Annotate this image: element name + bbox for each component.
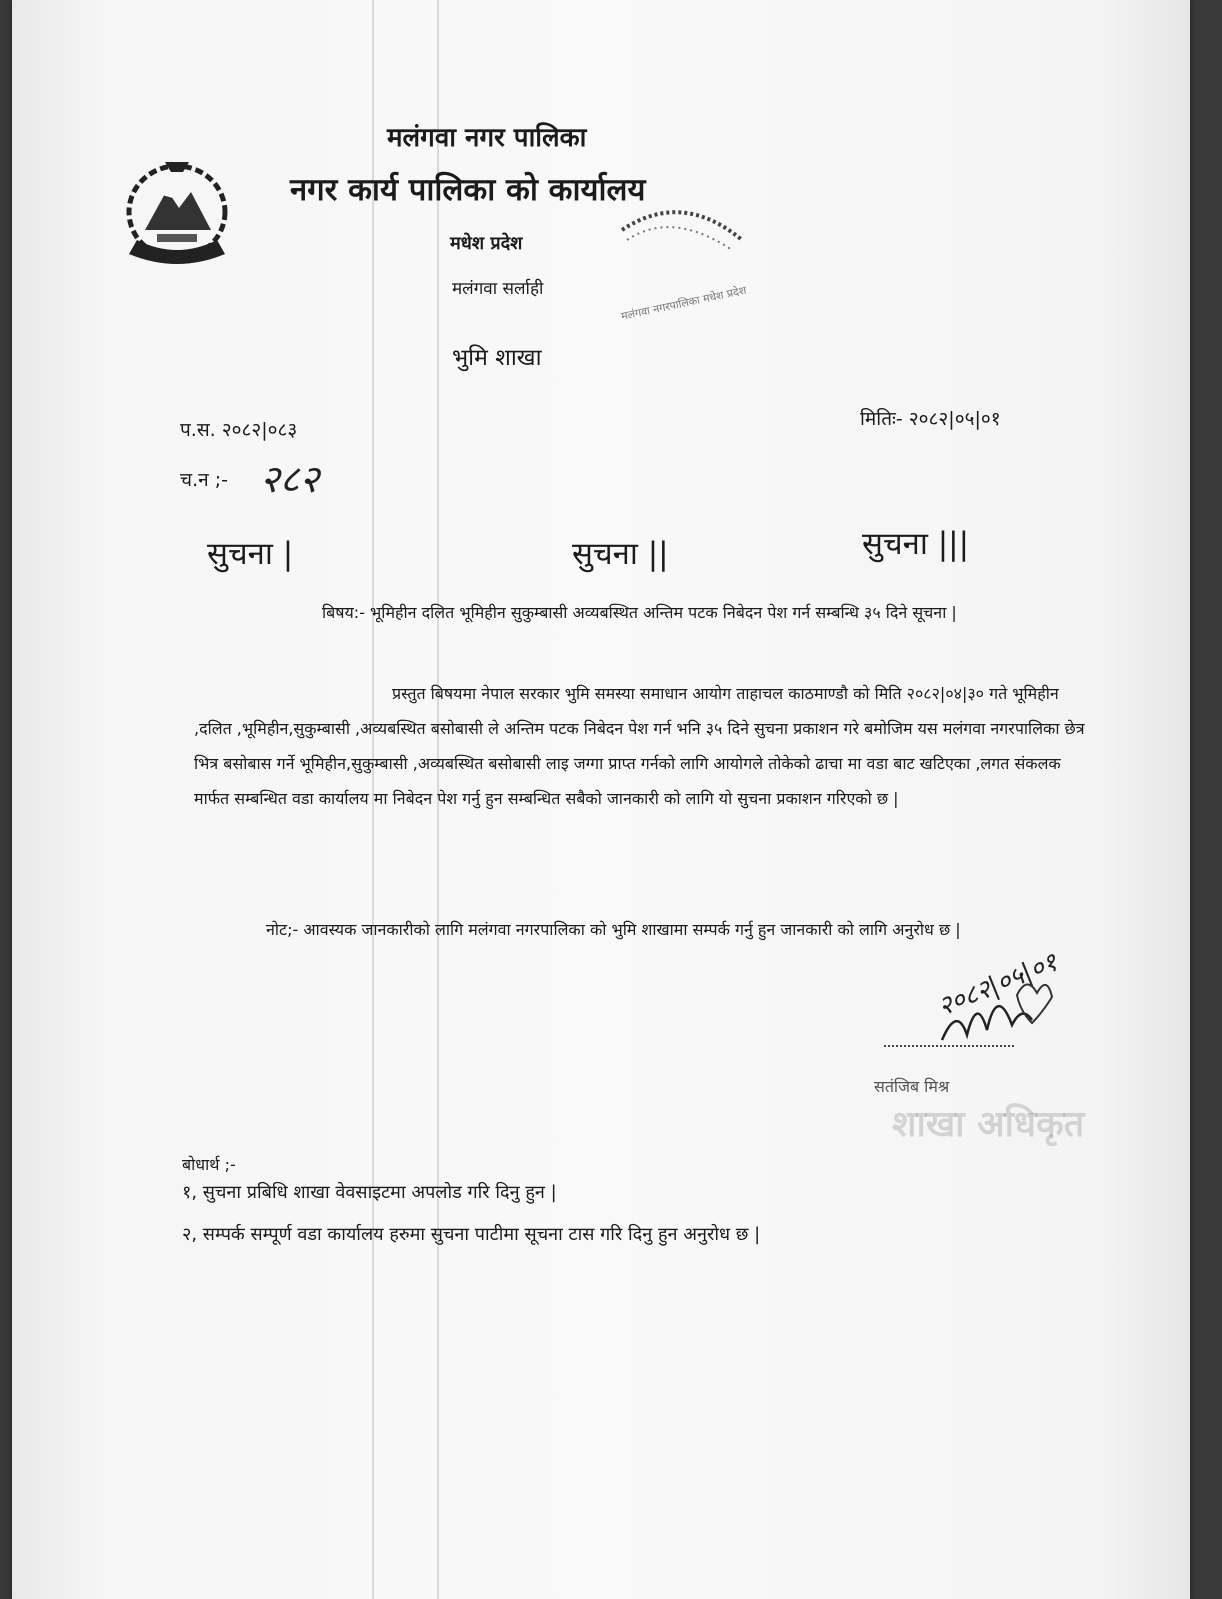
bodhartha-item-1: १, सुचना प्रबिधि शाखा वेवसाइटमा अपलोड गरि दिनु हुन |	[182, 1182, 557, 1203]
document-page	[12, 0, 1190, 1599]
signatory-name: सतंजिब मिश्र	[874, 1077, 950, 1096]
branch-name: भुमि शाखा	[452, 345, 542, 371]
signature-line	[884, 1045, 1014, 1047]
chalani-number: २८२	[260, 457, 320, 501]
notice-heading-2: सुचना ||	[572, 536, 669, 572]
office-stamp-icon	[612, 200, 752, 380]
note-text: नोट;- आवस्यक जानकारीको लागि मलंगवा नगरपालिका को भुमि शाखामा सम्पर्क गर्नु हुन जानकारी को लागि अनुरोध छ |	[266, 920, 961, 939]
municipality-name: मलंगवा नगर पालिका	[387, 123, 587, 153]
subject-line: बिषय:- भूमिहीन दलित भूमिहीन सुकुम्बासी अव्यबस्थित अन्तिम पटक निबेदन पेश गर्न सम्बन्धि ३५ दिने सूचना |	[322, 603, 957, 622]
province-name: मधेश प्रदेश	[450, 233, 523, 254]
notice-heading-3: सुचना |||	[862, 526, 970, 562]
district-name: मलंगवा सर्लाही	[452, 279, 544, 299]
nepal-emblem-icon	[107, 150, 247, 280]
signatory-title: शाखा अधिकृत	[892, 1104, 1085, 1145]
bodhartha-item-2: २, सम्पर्क सम्पूर्ण वडा कार्यालय हरुमा सुचना पाटीमा सूचना टास गरि दिनु हुन अनुरोध छ |	[182, 1224, 761, 1245]
notice-heading-1: सुचना |	[207, 536, 294, 572]
patra-sankhya: प.स. २०८२|०८३	[180, 419, 298, 441]
signature-icon	[932, 975, 1062, 1055]
stamp-text: मलंगवा नगरपालिका मधेश प्रदेश	[619, 283, 748, 323]
bodhartha-label: बोधार्थ ;-	[182, 1155, 236, 1174]
notice-body: प्रस्तुत बिषयमा नेपाल सरकार भुमि समस्या समाधान आयोग ताहाचल काठमाण्डौ को मिति २०८२|०४|३० गते भूमिहीन ,दलित ,भूमिहीन,सुकुम्बासी ,अव्यबस्थित बसोबासी ले अन्तिम पटक निबेदन पेश गर्न भनि ३५ दिने सुचना प्रकाशन गरे बमोजिम यस मलंगवा नगरपालिका छेत्र भित्र बसोबास गर्ने भूमिहीन,सुकुम्बासी ,अव्यबस्थित बसोबासी लाइ जग्गा प्राप्त गर्नको लागि आयोगले तोकेको ढाचा मा वडा बाट खटिएका ,लगत संकलक मार्फत सम्बन्धित वडा कार्यालय मा निबेदन पेश गर्नु हुन सम्बन्धित सबैको जानकारी को लागि यो सुचना प्रकाशन गरिएको छ |	[194, 684, 1085, 808]
date: मितिः- २०८२|०५|०१	[860, 408, 1001, 430]
signature-date: २०८२|०५|०१	[933, 947, 1062, 1023]
chalani-label: च.न ;-	[180, 469, 228, 491]
office-name: नगर कार्य पालिका को कार्यालय	[290, 172, 646, 208]
